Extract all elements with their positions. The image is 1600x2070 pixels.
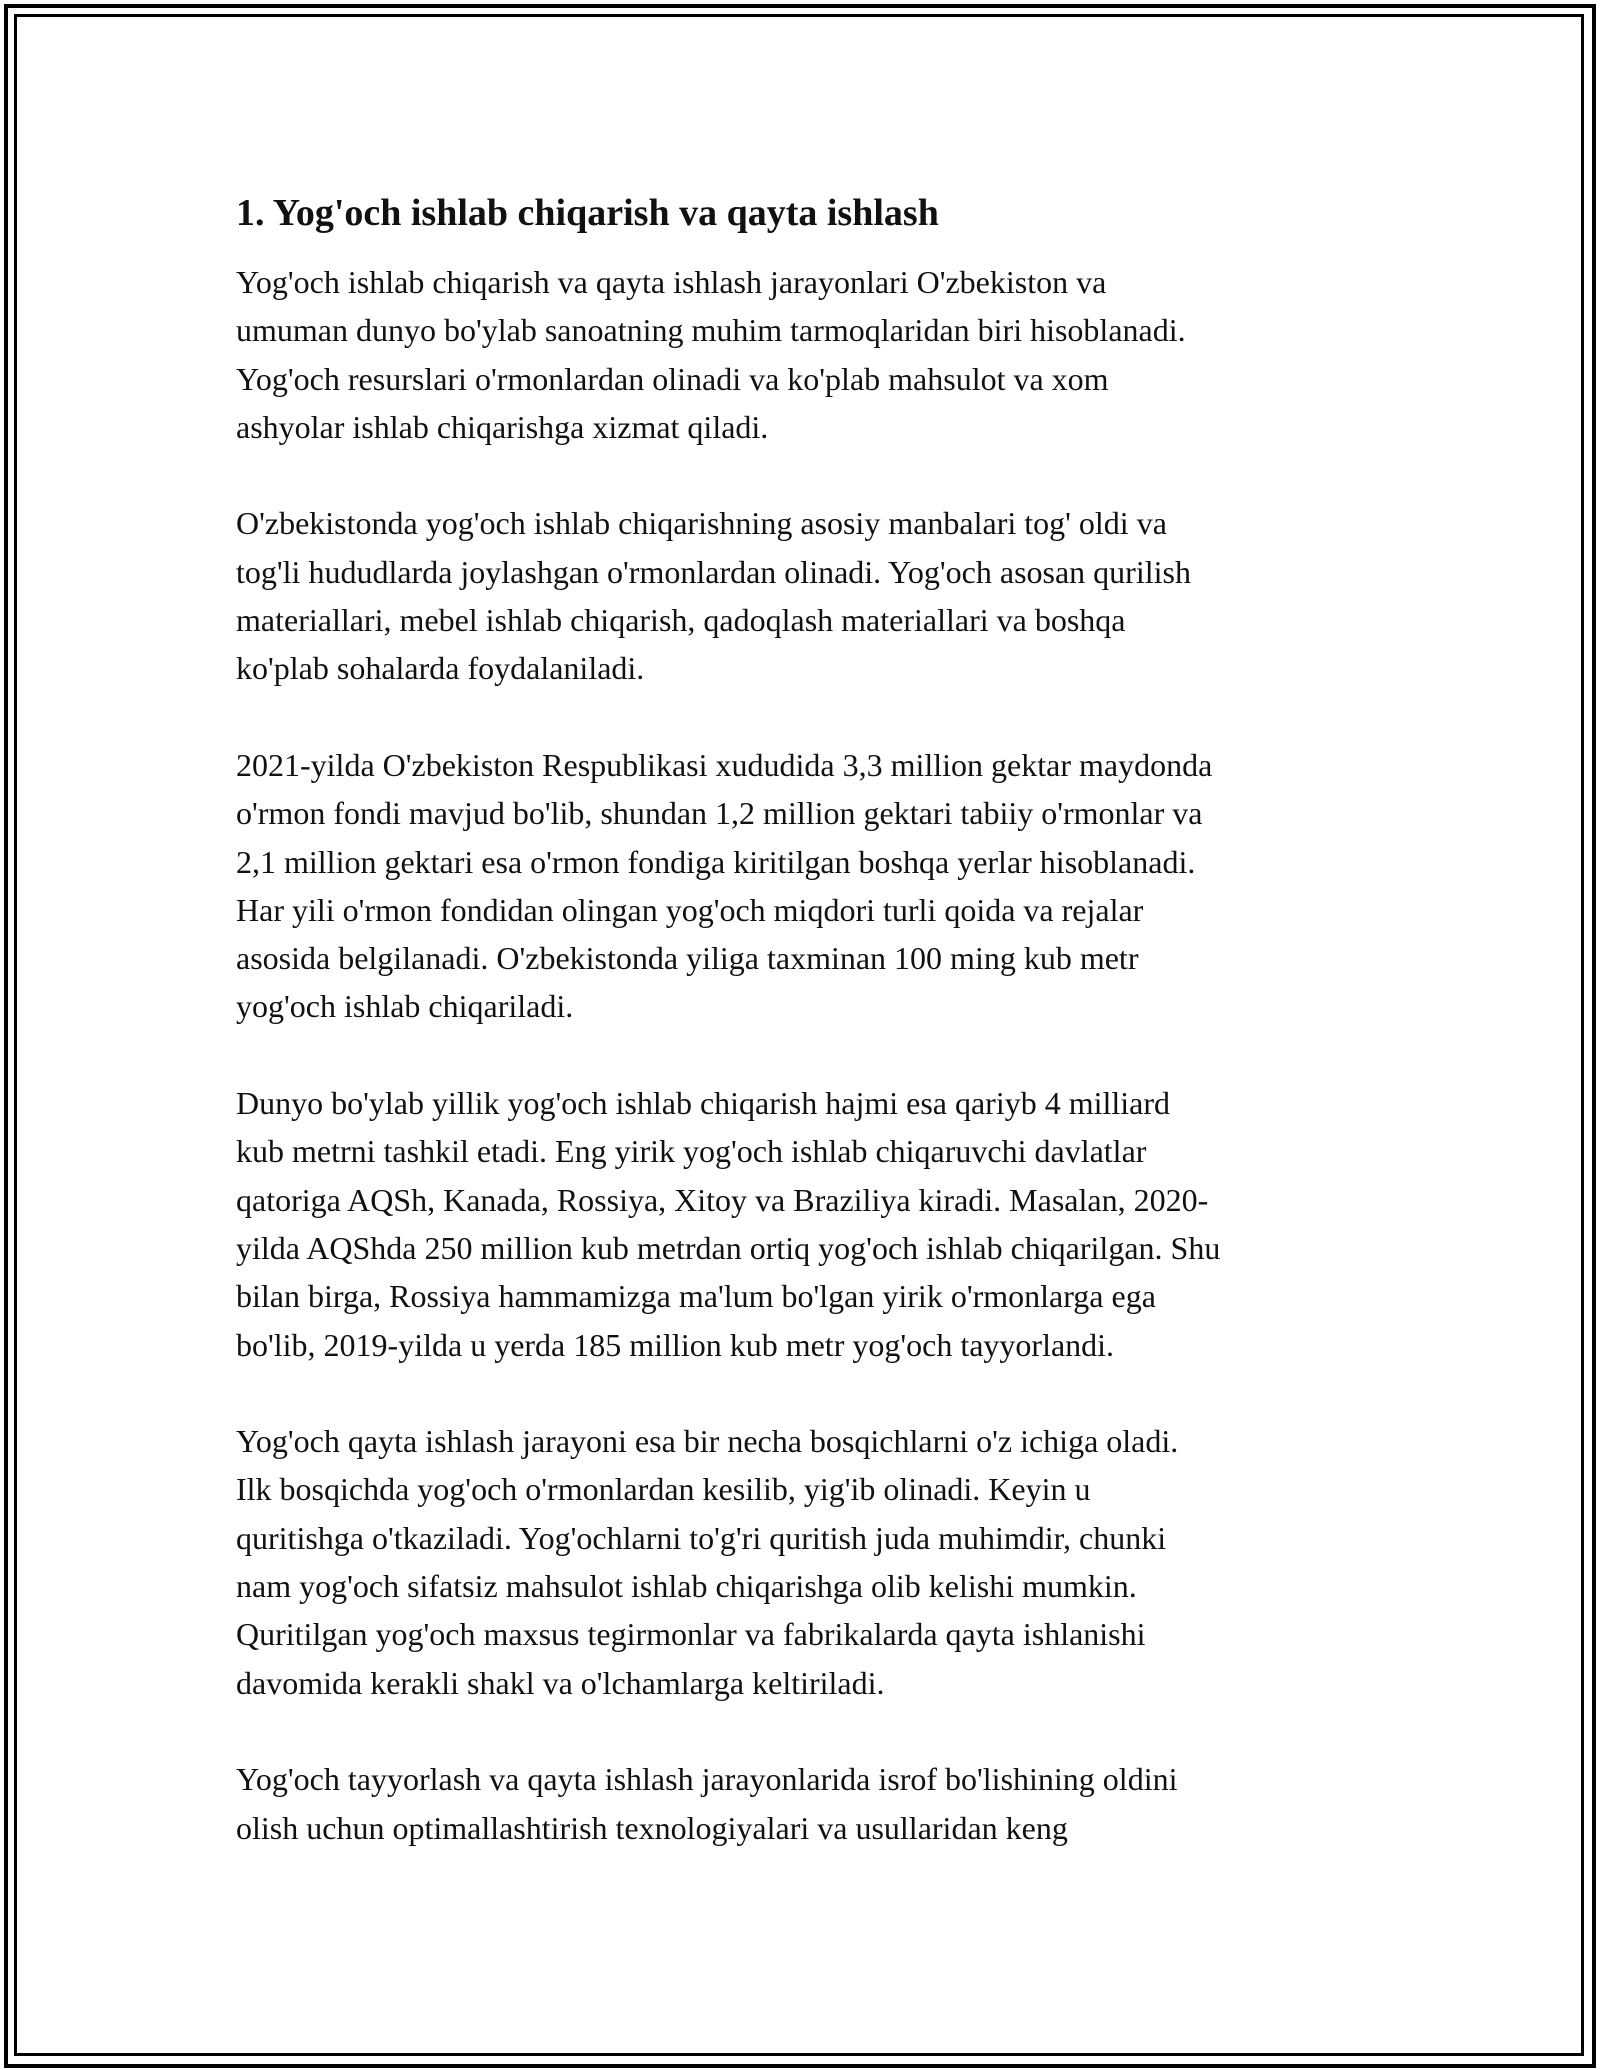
document-body bbox=[236, 186, 1386, 1900]
text-line: Yog'och qayta ishlash jarayoni esa bir necha bosqichlarni o'z ichiga oladi. bbox=[236, 1423, 1179, 1460]
paragraph bbox=[236, 741, 1386, 1031]
text-line: Har yili o'rmon fondidan olingan yog'och miqdori turli qoida va rejalar bbox=[236, 891, 1144, 928]
text-line: umuman dunyo bo'ylab sanoatning muhim tarmoqlaridan biri hisoblanadi. bbox=[236, 312, 1186, 349]
paragraph bbox=[236, 1417, 1386, 1707]
text-line: Yog'och tayyorlash va qayta ishlash jarayonlarida isrof bo'lishining oldini bbox=[236, 1761, 1178, 1798]
text-line: olish uchun optimallashtirish texnologiyalari va usullaridan keng bbox=[236, 1809, 1068, 1846]
text-line: ko'plab sohalarda foydalaniladi. bbox=[236, 650, 645, 687]
text-line: 2021-yilda O'zbekiston Respublikasi xududida 3,3 million gektar maydonda bbox=[236, 746, 1213, 783]
text-line: Dunyo bo'ylab yillik yog'och ishlab chiqarish hajmi esa qariyb 4 milliard bbox=[236, 1085, 1171, 1122]
text-line: bo'lib, 2019-yilda u yerda 185 million kub metr yog'och tayyorlandi. bbox=[236, 1326, 1115, 1363]
text-line: davomida kerakli shakl va o'lchamlarga keltiriladi. bbox=[236, 1664, 885, 1701]
text-line: bilan birga, Rossiya hammamizga ma'lum bo'lgan yirik o'rmonlarga ega bbox=[236, 1278, 1156, 1315]
text-line: asosida belgilanadi. O'zbekistonda yiliga taxminan 100 ming kub metr bbox=[236, 940, 1139, 977]
text-line: materiallari, mebel ishlab chiqarish, qadoqlash materiallari va boshqa bbox=[236, 602, 1126, 639]
text-line: Ilk bosqichda yog'och o'rmonlardan kesilib, yig'ib olinadi. Keyin u bbox=[236, 1471, 1091, 1508]
text-line: tog'li hududlarda joylashgan o'rmonlardan olinadi. Yog'och asosan qurilish bbox=[236, 553, 1191, 590]
paragraph bbox=[236, 1755, 1386, 1852]
text-line: kub metrni tashkil etadi. Eng yirik yog'och ishlab chiqaruvchi davlatlar bbox=[236, 1133, 1147, 1170]
text-line: Yog'och resurslari o'rmonlardan olinadi va ko'plab mahsulot va xom bbox=[236, 360, 1109, 397]
text-line: yilda AQShda 250 million kub metrdan ortiq yog'och ishlab chiqarilgan. Shu bbox=[236, 1229, 1221, 1266]
text-line: Yog'och ishlab chiqarish va qayta ishlash jarayonlari O'zbekiston va bbox=[236, 264, 1107, 300]
text-line: quritishga o'tkaziladi. Yog'ochlarni to'g'ri quritish juda muhimdir, chunki bbox=[236, 1519, 1167, 1556]
paragraph bbox=[236, 258, 1386, 451]
text-line: qatoriga AQSh, Kanada, Rossiya, Xitoy va Braziliya kiradi. Masalan, 2020- bbox=[236, 1181, 1209, 1218]
paragraph bbox=[236, 1079, 1386, 1369]
text-line: nam yog'och sifatsiz mahsulot ishlab chiqarishga olib kelishi mumkin. bbox=[236, 1568, 1137, 1605]
paragraph bbox=[236, 499, 1386, 692]
section-heading: 1. Yog'och ishlab chiqarish va qayta ishlash bbox=[236, 192, 939, 234]
text-line: ashyolar ishlab chiqarishga xizmat qiladi. bbox=[236, 408, 769, 445]
text-line: o'rmon fondi mavjud bo'lib, shundan 1,2 million gektari tabiiy o'rmonlar va bbox=[236, 795, 1203, 832]
text-line: yog'och ishlab chiqariladi. bbox=[236, 988, 574, 1025]
text-line: Quritilgan yog'och maxsus tegirmonlar va fabrikalarda qayta ishlanishi bbox=[236, 1616, 1146, 1653]
text-line: O'zbekistonda yog'och ishlab chiqarishning asosiy manbalari tog' oldi va bbox=[236, 505, 1167, 542]
text-line: 2,1 million gektari esa o'rmon fondiga kiritilgan boshqa yerlar hisoblanadi. bbox=[236, 843, 1196, 880]
